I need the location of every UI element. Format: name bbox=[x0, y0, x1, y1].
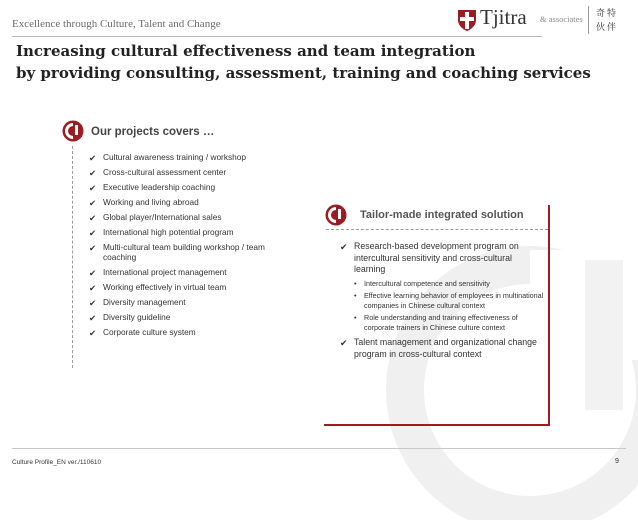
list-item bbox=[89, 152, 289, 162]
list-item-text: Diversity management bbox=[103, 297, 186, 307]
check-icon: ✔ bbox=[89, 168, 97, 178]
tjitra-logo-icon bbox=[456, 8, 478, 32]
check-icon: ✔ bbox=[89, 328, 97, 338]
solution-list bbox=[340, 241, 545, 360]
list-item bbox=[89, 182, 289, 192]
check-icon: ✔ bbox=[340, 338, 348, 348]
check-icon: ✔ bbox=[89, 268, 97, 278]
footer-doc-id: Culture Profile_EN ver./110610 bbox=[12, 459, 102, 466]
logo-suffix: & associates bbox=[540, 14, 583, 24]
check-icon: ✔ bbox=[89, 213, 97, 223]
list-item-text: Multi-cultural team building workshop / team coaching bbox=[103, 242, 265, 262]
check-icon: ✔ bbox=[89, 283, 97, 293]
check-icon: ✔ bbox=[89, 243, 97, 253]
list-item bbox=[89, 167, 289, 177]
page-number: 9 bbox=[615, 458, 619, 465]
list-item-text: Working and living abroad bbox=[103, 197, 199, 207]
list-item bbox=[89, 242, 289, 262]
check-icon: ✔ bbox=[89, 298, 97, 308]
list-item-text: Executive leadership coaching bbox=[103, 182, 216, 192]
list-item bbox=[89, 212, 289, 222]
projects-list bbox=[89, 152, 289, 342]
check-icon: ✔ bbox=[340, 242, 348, 252]
list-item-text: Research-based development program on intercultural sensitivity and cross-cultural learning bbox=[354, 241, 519, 274]
check-icon: ✔ bbox=[89, 313, 97, 323]
list-item-text: Working effectively in virtual team bbox=[103, 282, 227, 292]
list-item-text: Cross-cultural assessment center bbox=[103, 167, 227, 177]
logo-name: Tjitra bbox=[480, 5, 527, 29]
cu-badge-icon bbox=[325, 204, 347, 226]
logo-separator bbox=[588, 6, 589, 34]
header-divider bbox=[12, 36, 542, 37]
list-item bbox=[89, 267, 289, 277]
list-item bbox=[89, 327, 289, 337]
projects-dashed-divider bbox=[72, 146, 73, 368]
list-item-text: Corporate culture system bbox=[103, 327, 196, 337]
logo-chinese-line1: 奇特 bbox=[596, 8, 619, 18]
list-item-text: International high potential program bbox=[103, 227, 234, 237]
list-item-text: Global player/International sales bbox=[103, 212, 222, 222]
footer-divider bbox=[12, 448, 626, 449]
list-item-text: Cultural awareness training / workshop bbox=[103, 152, 246, 162]
page-title-line1: Increasing cultural effectiveness and team integration bbox=[16, 42, 476, 60]
list-item-text: Diversity guideline bbox=[103, 312, 171, 322]
logo-chinese-line2: 伙伴 bbox=[596, 22, 619, 32]
solution-frame-right-edge bbox=[548, 205, 550, 425]
solution-heading: Tailor-made integrated solution bbox=[360, 209, 524, 221]
sub-list-item: • Role understanding and training effectiveness of corporate trainers in Chinese culture context bbox=[354, 313, 545, 332]
check-icon: ✔ bbox=[89, 153, 97, 163]
solution-sublist bbox=[354, 279, 545, 333]
check-icon: ✔ bbox=[89, 183, 97, 193]
list-item-text: Talent management and organizational change program in cross-cultural context bbox=[354, 337, 537, 359]
page-title-line2: by providing consulting, assessment, training and coaching services bbox=[16, 64, 591, 82]
list-item bbox=[89, 282, 289, 292]
cu-badge-icon bbox=[62, 120, 84, 142]
solution-frame-bottom-edge bbox=[324, 424, 550, 426]
list-item bbox=[89, 197, 289, 207]
list-item bbox=[340, 241, 545, 332]
solution-dashed-divider bbox=[326, 229, 548, 230]
sub-list-item: • Effective learning behavior of employees in multinational companies in Chinese cultural context bbox=[354, 291, 545, 310]
check-icon: ✔ bbox=[89, 228, 97, 238]
list-item bbox=[89, 227, 289, 237]
check-icon: ✔ bbox=[89, 198, 97, 208]
list-item bbox=[89, 312, 289, 322]
projects-heading: Our projects covers … bbox=[91, 126, 215, 138]
sub-list-item: • Intercultural competence and sensitivity bbox=[354, 279, 545, 289]
header-tagline: Excellence through Culture, Talent and Change bbox=[12, 18, 221, 30]
list-item-text: International project management bbox=[103, 267, 227, 277]
list-item bbox=[89, 297, 289, 307]
list-item bbox=[340, 337, 545, 360]
